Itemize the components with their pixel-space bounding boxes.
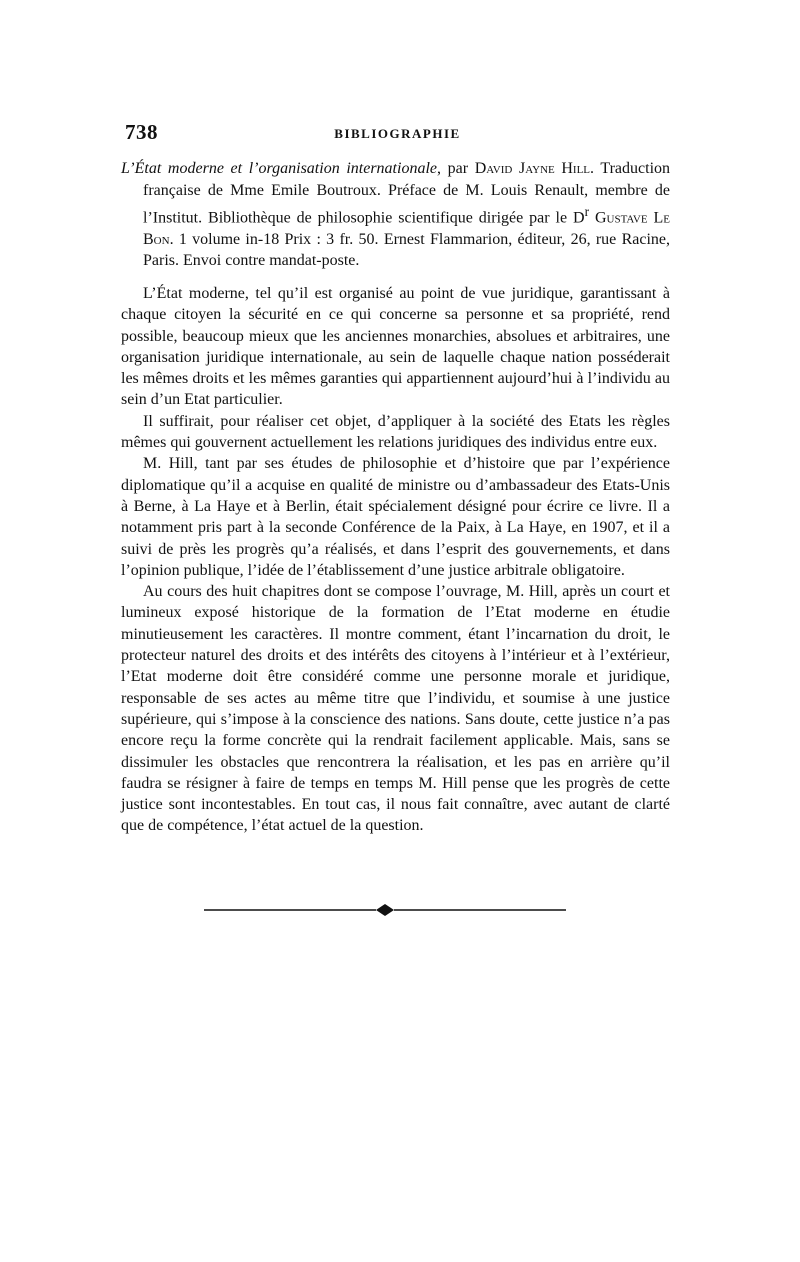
citation-entry (121, 158, 670, 272)
paragraph-2: Il suffirait, pour réaliser cet objet, d’appliquer à la société des Etats les règles mêmes qui gouvernent actuellement les relations juridiques des individus entre eux. (121, 412, 670, 452)
author-name: David Jayne Hill (474, 160, 591, 177)
divider-diamond (376, 904, 394, 916)
running-head: BIBLIOGRAPHIE (334, 126, 461, 141)
citation-details: . Traduction française de Mme Emile Boutroux. Préface de M. Louis Renault, membre de l’Institut. Bibliothèque de philosophie scientifique dirigée par le D (143, 160, 671, 227)
citation-sep-1: , par (437, 160, 475, 177)
paragraph-1: L’État moderne, tel qu’il est organisé au point de vue juridique, garantissant à chaque citoyen la sécurité en ce qui concerne sa personne et sa propriété, rend possible, beaucoup mieux que les anciennes monarchies, absolues et arbitraires, une organisation juridique internationale, au sein de laquelle chaque nation posséderait les mêmes droits et les mêmes garanties qui appartiennent aujourd’hui à l’individu au sein d’un Etat particulier. (121, 285, 670, 409)
section-divider (204, 903, 566, 917)
doctor-superscript: r (584, 204, 590, 219)
page-number: 738 (125, 120, 158, 144)
series-director: Gustave Le Bon (143, 209, 671, 248)
review-body (121, 283, 670, 837)
publication-details: . 1 volume in-18 Prix : 3 fr. 50. Ernest Flammarion, éditeur, 26, rue Racine, Paris. Envoi contre mandat-poste. (143, 230, 670, 270)
paragraph-3: M. Hill, tant par ses études de philosophie et d’histoire que par l’expérience diplomatique qu’il a acquise en qualité de ministre ou d’ambassadeur des Etats-Unis à Berne, à La Haye et à Berlin, était spécialement désigné pour écrire ce livre. Il a notamment pris part à la seconde Conférence de la Paix, à La Haye, en 1907, et il a suivi de près les progrès qu’a réalisés, et dans l’esprit des gouvernements, et dans l’opinion publique, l’idée de l’établissement d’une justice arbitrale obligatoire. (121, 455, 670, 579)
work-title: L’État moderne et l’organisation internationale (121, 160, 437, 177)
page-header (125, 120, 670, 144)
paragraph-4: Au cours des huit chapitres dont se compose l’ouvrage, M. Hill, après un court et lumineux exposé historique de la formation de l’Etat moderne en étudie minutieusement les caractères. Il montre comment, étant l’incarnation du droit, le protecteur naturel des droits et des intérêts des citoyens à l’intérieur et à l’extérieur, l’Etat moderne doit être considéré comme une personne morale et juridique, responsable de ses actes au même titre que l’individu, et soumise à une justice supérieure, qui s’impose à la conscience des nations. Sans doute, cette justice n’a pas encore reçu la forme concrète qui la rendrait facilement applicable. Mais, sans se dissimuler les obstacles que rencontrera la réalisation, et les pas en arrière qu’il faudra se résigner à faire de temps en temps M. Hill pense que les progrès de cette justice sont incontestables. En tout cas, il nous fait connaître, avec autant de clarté que de compétence, l’état actuel de la question. (121, 583, 670, 835)
bibliographic-citation (121, 158, 670, 272)
